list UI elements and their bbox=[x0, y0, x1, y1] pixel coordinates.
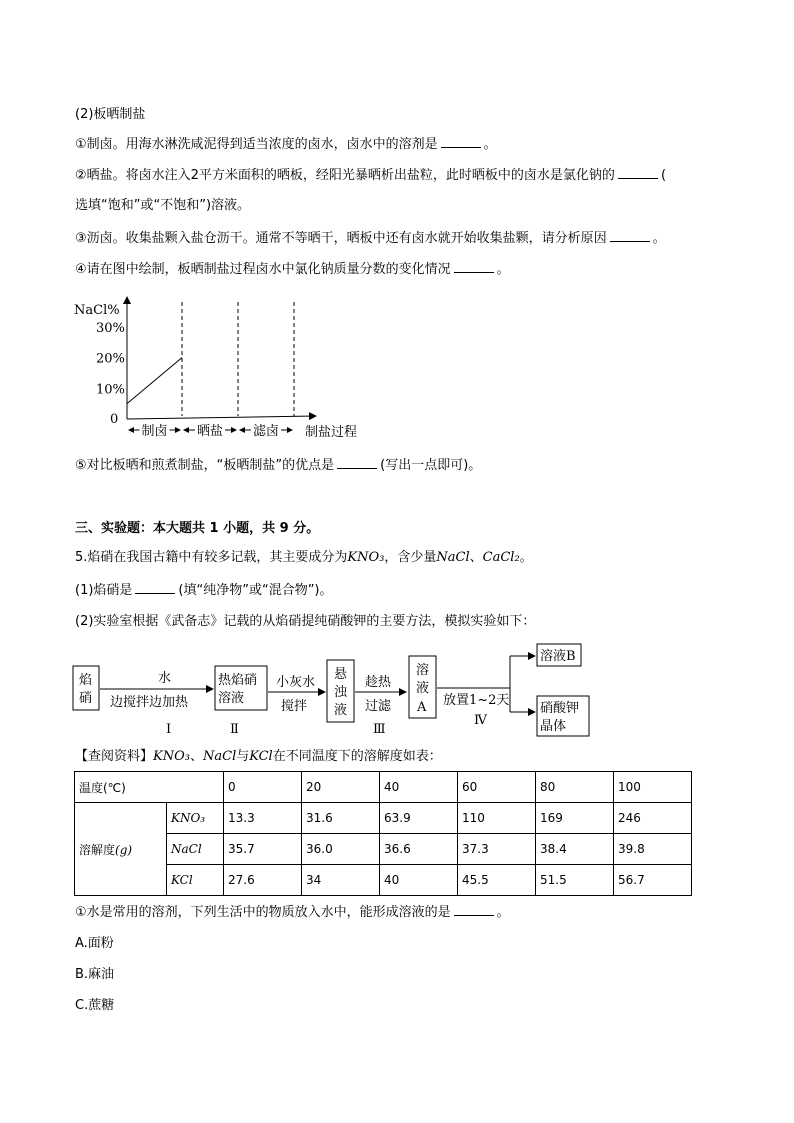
formula-cacl2: CaCl₂ bbox=[482, 550, 520, 565]
stage-label: 晒盐 bbox=[196, 424, 224, 439]
question-brine bbox=[75, 135, 497, 154]
question-draw-text: ④请在图中绘制，板晒制盐过程卤水中氯化钠质量分数的变化情况 bbox=[75, 262, 451, 277]
y-tick-label: 20% bbox=[96, 351, 125, 367]
question-advantage bbox=[75, 456, 481, 475]
answer-blank[interactable] bbox=[610, 229, 650, 242]
temperature-cell: 0 bbox=[224, 772, 302, 803]
arrow-step3-bottom: 过滤 bbox=[365, 699, 392, 714]
temperature-cell: 40 bbox=[380, 772, 458, 803]
step-label-4: Ⅳ bbox=[474, 713, 487, 728]
box-kno3-crystal-line1: 硝酸钾 bbox=[540, 701, 580, 716]
box-kno3-crystal-line2: 晶体 bbox=[540, 719, 567, 734]
separator: 、 bbox=[189, 749, 203, 764]
part1-text: (1)焰硝是 bbox=[75, 583, 133, 598]
nacl-percent-chart[interactable] bbox=[70, 292, 370, 442]
question-brine-text: ①制卤。用海水淋洗咸泥得到适当浓度的卤水，卤水中的溶剂是 bbox=[75, 137, 438, 152]
table-cell: 169 bbox=[536, 803, 614, 834]
punctuation: 。 bbox=[652, 231, 666, 246]
substance-name: NaCl bbox=[167, 834, 224, 865]
y-tick-label: 0 bbox=[110, 412, 119, 427]
answer-blank[interactable] bbox=[618, 166, 658, 179]
series-line bbox=[127, 358, 182, 404]
table-cell: 35.7 bbox=[224, 834, 302, 865]
substance-name: KCl bbox=[167, 865, 224, 896]
box-suspension-line1: 悬 bbox=[334, 667, 348, 682]
question-solution-text: ①水是常用的溶剂，下列生活中的物质放入水中，能形成溶液的是 bbox=[75, 905, 451, 920]
answer-blank[interactable] bbox=[337, 456, 377, 469]
x-axis-label: 制盐过程 bbox=[305, 425, 358, 440]
table-cell: 13.3 bbox=[224, 803, 302, 834]
subquestion-title: (2)板晒制盐 bbox=[75, 107, 146, 122]
temperature-header: 温度(℃) bbox=[75, 772, 224, 803]
solubility-unit: (g) bbox=[115, 842, 133, 857]
arrow-step1-top: 水 bbox=[158, 671, 172, 686]
box-solution-a-line3: A bbox=[417, 700, 427, 715]
table-cell: 45.5 bbox=[458, 865, 536, 896]
stage-label: 滤卤 bbox=[252, 424, 280, 439]
formula-nacl: NaCl bbox=[436, 550, 470, 565]
table-cell: 56.7 bbox=[614, 865, 692, 896]
question-draining bbox=[75, 229, 666, 248]
temperature-cell: 80 bbox=[536, 772, 614, 803]
solubility-table bbox=[74, 771, 692, 896]
question-5-part1 bbox=[75, 581, 333, 600]
question-drying-cont: 选填“饱和”或“不饱和”)溶液。 bbox=[75, 198, 251, 213]
purification-flow-diagram bbox=[70, 640, 590, 740]
arrow-step3-top: 趁热 bbox=[365, 675, 392, 690]
stage-label: 制卤 bbox=[141, 424, 168, 439]
arrow-step1-bottom: 边搅拌边加热 bbox=[110, 695, 189, 710]
temperature-cell: 60 bbox=[458, 772, 536, 803]
x-axis bbox=[127, 416, 315, 419]
question-5-text-mid: ，含少量 bbox=[384, 550, 437, 565]
punctuation: 。 bbox=[519, 550, 533, 565]
box-suspension-line3: 液 bbox=[334, 703, 348, 718]
box-solution-b-label: 溶液B bbox=[540, 649, 576, 664]
table-row bbox=[75, 834, 692, 865]
temperature-cell: 100 bbox=[614, 772, 692, 803]
question-advantage-hint: (写出一点即可)。 bbox=[380, 458, 482, 473]
table-cell: 63.9 bbox=[380, 803, 458, 834]
arrow-step2-top: 小灰水 bbox=[276, 675, 316, 690]
formula-kcl: KCl bbox=[249, 749, 273, 764]
question-5-text: 5.焰硝在我国古籍中有较多记载，其主要成分为 bbox=[75, 550, 348, 565]
question-5-stem bbox=[75, 549, 533, 567]
answer-blank[interactable] bbox=[454, 260, 494, 273]
table-cell: 34 bbox=[302, 865, 380, 896]
section-heading: 三、实验题：本大题共 1 小题，共 9 分。 bbox=[75, 521, 320, 536]
table-cell: 38.4 bbox=[536, 834, 614, 865]
punctuation: 。 bbox=[483, 137, 497, 152]
punctuation: ( bbox=[660, 168, 667, 183]
reference-suffix: 在不同温度下的溶解度如表： bbox=[272, 749, 442, 764]
reference-prefix: 【查阅资料】 bbox=[75, 749, 154, 764]
arrow-step2-bottom: 搅拌 bbox=[281, 699, 308, 714]
y-tick-label: 10% bbox=[96, 382, 125, 398]
table-row bbox=[75, 803, 692, 834]
y-tick-label: 30% bbox=[96, 320, 125, 336]
y-axis-label: NaCl% bbox=[74, 303, 120, 318]
table-cell: 36.6 bbox=[380, 834, 458, 865]
solubility-label: 溶解度 bbox=[79, 842, 116, 857]
part1-hint: (填“纯净物”或“混合物”)。 bbox=[178, 583, 333, 598]
answer-blank[interactable] bbox=[454, 903, 494, 916]
table-cell: 110 bbox=[458, 803, 536, 834]
box-hot-solution-line1: 热焰硝 bbox=[218, 673, 258, 688]
box-solution-a-line1: 溶 bbox=[416, 663, 430, 678]
question-draw-graph bbox=[75, 260, 510, 279]
reference-info bbox=[75, 748, 442, 766]
question-solution bbox=[75, 903, 510, 922]
option-c[interactable]: C.蔗糖 bbox=[75, 998, 115, 1013]
formula-kno3: KNO₃ bbox=[347, 550, 385, 565]
box-suspension-line2: 浊 bbox=[334, 685, 348, 700]
table-cell: 39.8 bbox=[614, 834, 692, 865]
step-label-1: Ⅰ bbox=[166, 722, 172, 737]
step-label-2: Ⅱ bbox=[230, 722, 239, 737]
arrow-step4-label: 放置1~2天 bbox=[443, 693, 510, 708]
box-crude-saltpeter-line2: 硝 bbox=[79, 691, 93, 706]
question-drying bbox=[75, 166, 666, 185]
formula-nacl: NaCl bbox=[203, 749, 237, 764]
conjunction: 与 bbox=[236, 749, 250, 764]
separator: 、 bbox=[469, 550, 483, 565]
box-solution-a-line2: 液 bbox=[416, 681, 430, 696]
question-advantage-text: ⑤对比板晒和煎煮制盐，“板晒制盐”的优点是 bbox=[75, 458, 335, 473]
punctuation: 。 bbox=[496, 905, 510, 920]
answer-blank[interactable] bbox=[441, 135, 481, 148]
table-row bbox=[75, 772, 692, 803]
question-draining-text: ③沥卤。收集盐颗入盐仓沥干。通常不等晒干，晒板中还有卤水就开始收集盐颗，请分析原因 bbox=[75, 231, 607, 246]
answer-blank[interactable] bbox=[135, 581, 175, 594]
question-5-part2: (2)实验室根据《武备志》记载的从焰硝提纯硝酸钾的主要方法，模拟实验如下： bbox=[75, 614, 536, 629]
formula-kno3: KNO₃ bbox=[153, 749, 190, 764]
table-cell: 36.0 bbox=[302, 834, 380, 865]
solubility-header bbox=[75, 803, 167, 896]
box-crude-saltpeter-line1: 焰 bbox=[79, 673, 93, 688]
temperature-cell: 20 bbox=[302, 772, 380, 803]
table-cell: 31.6 bbox=[302, 803, 380, 834]
option-b[interactable]: B.麻油 bbox=[75, 967, 115, 982]
table-cell: 37.3 bbox=[458, 834, 536, 865]
box-hot-solution-line2: 溶液 bbox=[218, 691, 245, 706]
question-drying-text: ②晒盐。将卤水注入2平方米面积的晒板，经阳光暴晒析出盐粒，此时晒板中的卤水是氯化钠的 bbox=[75, 168, 615, 183]
option-a[interactable]: A.面粉 bbox=[75, 936, 114, 951]
table-cell: 40 bbox=[380, 865, 458, 896]
table-cell: 51.5 bbox=[536, 865, 614, 896]
punctuation: 。 bbox=[496, 262, 510, 277]
table-cell: 27.6 bbox=[224, 865, 302, 896]
step-label-3: Ⅲ bbox=[373, 722, 386, 737]
table-cell: 246 bbox=[614, 803, 692, 834]
substance-name: KNO₃ bbox=[167, 803, 224, 834]
table-row bbox=[75, 865, 692, 896]
